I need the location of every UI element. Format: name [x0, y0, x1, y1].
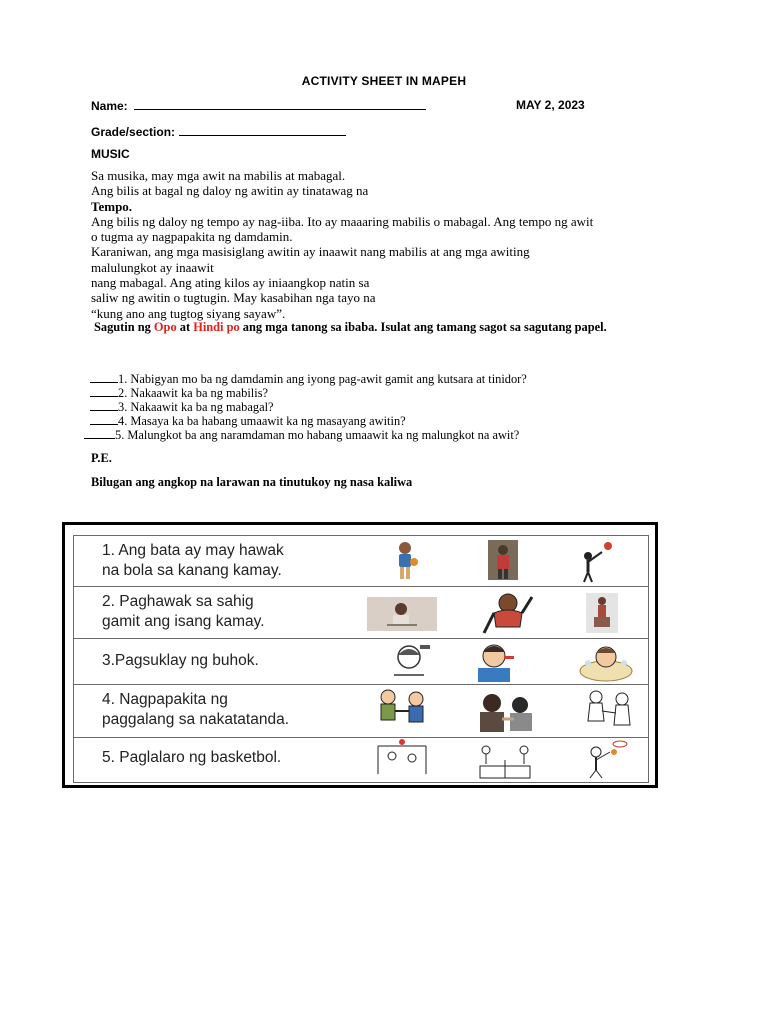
boy-brushing-hair-picture[interactable] [384, 641, 434, 683]
music-paragraph [91, 168, 731, 321]
child-standing-photo[interactable] [488, 540, 518, 580]
item-label [102, 748, 281, 768]
instruction-hindi-po: Hindi po [193, 320, 240, 334]
person-touching-floor-photo[interactable] [367, 597, 437, 631]
answer-blank[interactable] [90, 414, 118, 425]
item-label-line: na bola sa kanang kamay. [102, 562, 282, 579]
child-brushing-teeth-picture[interactable] [470, 640, 520, 684]
children-greeting-picture[interactable] [372, 687, 434, 733]
music-instruction [91, 319, 711, 336]
grade-section-field [91, 124, 346, 139]
picture-row-4 [74, 685, 648, 738]
picture-matching-table [62, 522, 658, 788]
item-label [102, 690, 289, 730]
question-item [84, 414, 527, 428]
item-label-line: gamit ang isang kamay. [102, 613, 265, 630]
pe-heading: P.E. [91, 451, 112, 465]
person-balancing-photo[interactable] [586, 593, 618, 633]
children-playing-badminton-picture[interactable] [470, 738, 540, 780]
answer-blank[interactable] [90, 400, 118, 411]
pe-instruction: Bilugan ang angkop na larawan na tinutukoy ng nasa kaliwa [91, 475, 413, 489]
item-label-line: 5. Paglalaro ng basketbol. [102, 749, 282, 766]
child-kissing-elder-hand-photo[interactable] [474, 689, 538, 733]
paragraph-line-tempo: Tempo. [91, 198, 133, 214]
name-blank-line[interactable] [134, 98, 426, 110]
item-label-line: paggalang sa nakatatanda. [102, 711, 290, 728]
child-throwing-ball-picture[interactable] [574, 540, 614, 584]
answer-blank[interactable] [90, 372, 118, 383]
paragraph-line: malulungkot ay inaawit [91, 259, 214, 275]
question-list [84, 372, 527, 442]
item-label [102, 651, 259, 671]
children-playing-basketball-picture[interactable] [582, 738, 632, 780]
picture-row-1 [74, 536, 648, 587]
item-label [102, 592, 265, 632]
paragraph-line: Karaniwan, ang mga masisiglang awitin ay inaawit nang mabilis at ang mga awiting [91, 244, 530, 260]
question-item [84, 400, 527, 414]
question-text: 4. Masaya ka ba habang umaawit ka ng masayang awitin? [118, 414, 406, 428]
instruction-opo: Opo [153, 320, 177, 334]
name-field [91, 98, 426, 113]
answer-blank[interactable] [90, 386, 118, 397]
item-label-line: 2. Paghawak sa sahig [102, 593, 254, 610]
grade-section-blank-line[interactable] [179, 124, 346, 136]
boy-stretching-picture[interactable] [480, 589, 536, 637]
child-holding-ball-picture[interactable] [392, 540, 418, 584]
name-label: Name: [91, 99, 128, 113]
answer-blank[interactable] [84, 428, 115, 439]
paragraph-line: “kung ano ang tugtog siyang sayaw”. [91, 305, 286, 321]
question-item [84, 372, 527, 386]
grade-section-label: Grade/section: [91, 125, 176, 139]
question-text: 2. Nakaawit ka ba ng mabilis? [118, 386, 269, 400]
question-text: 5. Malungkot ba ang naramdaman mo habang umaawit ka ng malungkot na awit? [115, 428, 520, 442]
question-item [84, 386, 527, 400]
music-heading: MUSIC [91, 147, 130, 161]
paragraph-line: nang mabagal. Ang ating kilos ay iniaangkop natin sa [91, 275, 370, 291]
item-label [102, 541, 284, 581]
child-bathing-picture[interactable] [578, 641, 634, 683]
picture-row-5 [74, 738, 648, 782]
question-text: 1. Nabigyan mo ba ng damdamin ang iyong pag-awit gamit ang kutsara at tinidor? [118, 372, 527, 386]
item-label-line: 4. Nagpapakita ng [102, 691, 228, 708]
paragraph-line: saliw ng awitin o tugtugin. May kasabihan nga tayo na [91, 290, 376, 306]
paragraph-line: Ang bilis ng daloy ng tempo ay nag-iiba. Ito ay maaaring mabilis o mabagal. Ang tempo ng awit [91, 213, 594, 229]
instruction-pre: Sagutin ng [94, 320, 154, 334]
question-item [84, 428, 527, 442]
paragraph-line: o tugma ay nagpapakita ng damdamin. [91, 229, 293, 245]
instruction-at: at [176, 320, 194, 334]
question-text: 3. Nakaawit ka ba ng mabagal? [118, 400, 274, 414]
item-label-line: 1. Ang bata ay may hawak [102, 542, 284, 559]
picture-row-2 [74, 587, 648, 639]
picture-row-3 [74, 639, 648, 685]
date-text: MAY 2, 2023 [516, 98, 585, 112]
children-playing-volleyball-picture[interactable] [374, 738, 430, 780]
paragraph-line: Sa musika, may mga awit na mabilis at mabagal. [91, 168, 346, 183]
paragraph-line: Ang bilis at bagal ng daloy ng awitin ay tinatawag na [91, 183, 369, 199]
picture-table-inner [73, 535, 649, 783]
sheet-title: ACTIVITY SHEET IN MAPEH [301, 74, 467, 88]
item-label-line: 3.Pagsuklay ng buhok. [102, 652, 259, 669]
children-helping-elder-picture[interactable] [582, 687, 638, 733]
instruction-post: ang mga tanong sa ibaba. Isulat ang tamang sagot sa sagutang papel. [239, 320, 607, 334]
